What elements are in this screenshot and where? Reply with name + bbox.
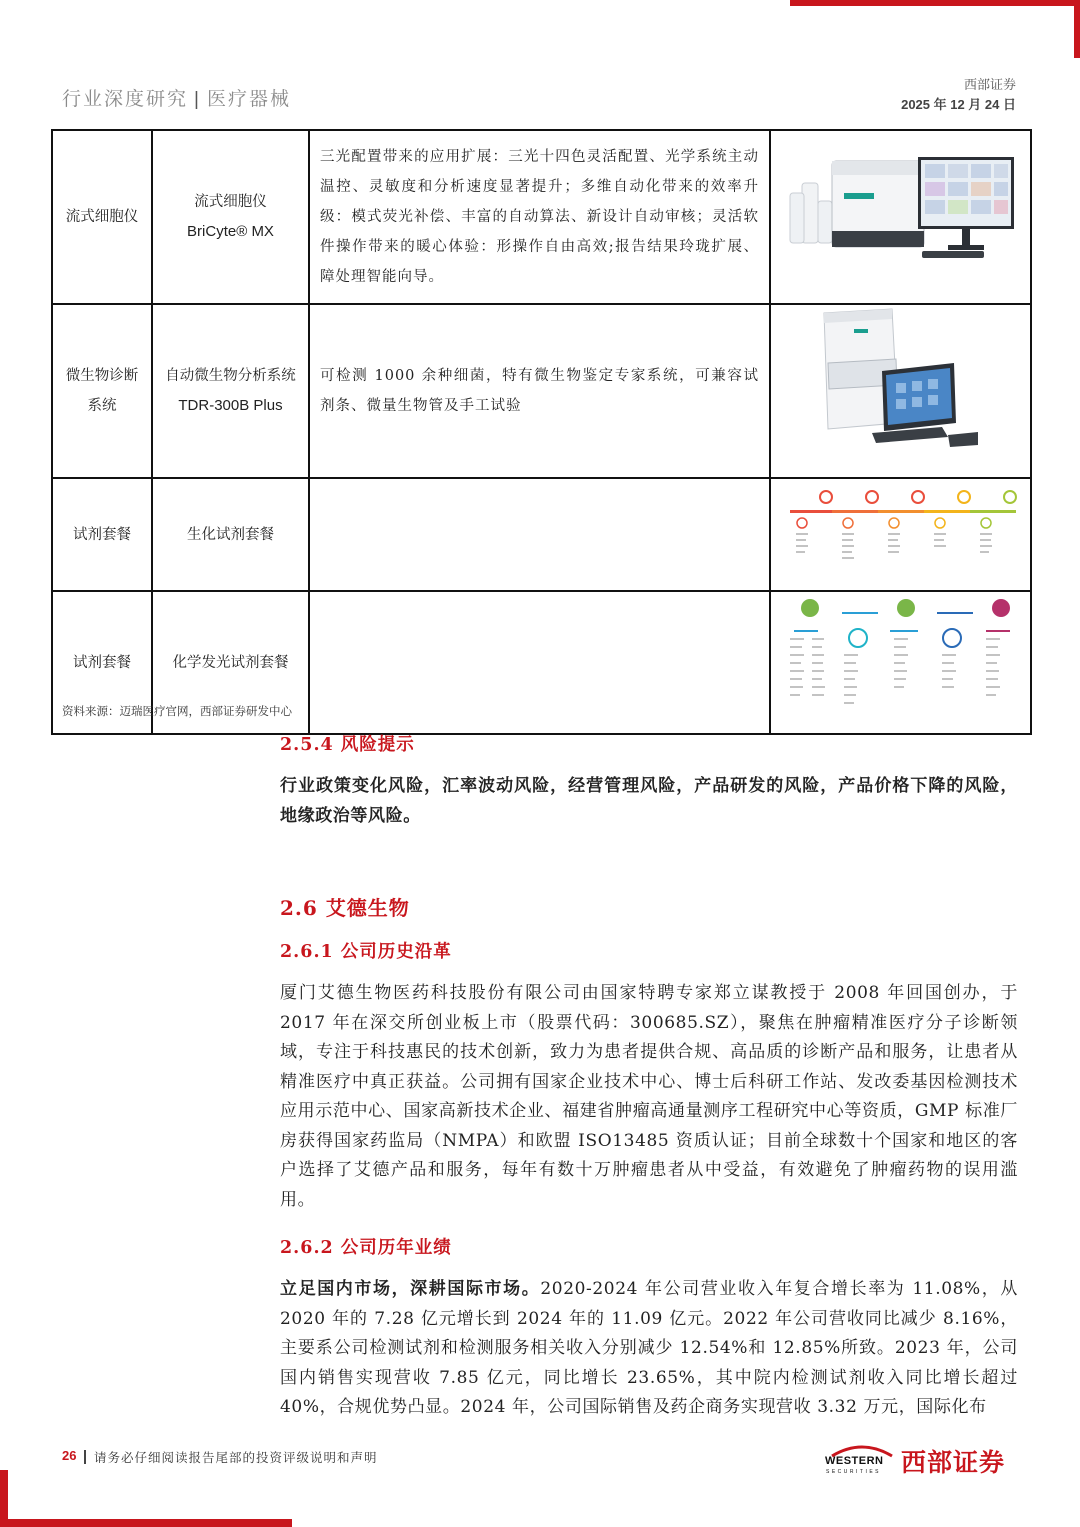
western-securities-logo (822, 1442, 1022, 1478)
flow-cytometer-image (770, 130, 1031, 304)
footer-disclaimer: 请务必仔细阅读报告尾部的投资评级说明和声明 (94, 1450, 378, 1465)
header-separator: | (194, 89, 201, 110)
product-name: 流式细胞仪 (194, 194, 267, 210)
page-number: 26 (62, 1448, 77, 1463)
report-header (62, 84, 291, 111)
product-name: 生化试剂套餐 (187, 526, 274, 543)
corner-decoration-top (790, 0, 1080, 6)
corner-decoration-bottom (0, 1519, 292, 1527)
product-cell (152, 130, 309, 304)
logo-english: WESTERN (825, 1455, 884, 1467)
performance-heading: 2.6.2 公司历年业绩 (280, 1238, 452, 1258)
report-category: 行业深度研究 (62, 88, 189, 110)
description-cell: 可检测 1000 余种细菌，特有微生物鉴定专家系统，可兼容试剂条、微量生物管及手工试验 (309, 304, 770, 478)
report-date: 2025 年 12 月 24 日 (901, 97, 1016, 112)
history-heading: 2.6.1 公司历史沿革 (280, 942, 452, 962)
risk-text: 行业政策变化风险，汇率波动风险，经营管理风险，产品研发的风险，产品价格下降的风险，地缘政治等风险。 (280, 776, 1018, 826)
history-text: 厦门艾德生物医药科技股份有限公司由国家特聘专家郑立谋教授于 2008 年回国创办，于 2017 年在深交所创业板上市（股票代码：300685.SZ），聚焦在肿瘤精准医疗分子诊断领域，专注于科技惠民的技术创新，致力为患者提供合规、高品质的诊断产品和服务，让患者从精准医疗中真正获益。公司拥有国家企业技术中心、博士后科研工作站、发改委基因检测技术应用示范中心、国家高新技术企业、福建省肿瘤高通量测序工程研究中心等资质，GMP 标准厂房获得国家药监局（NMPA）和欧盟 ISO13485 资质认证；目前全球数十个国家和地区的客户选择了艾德产品和服务，每年有数十万肿瘤患者从中受益，有效避免了肿瘤药物的误用滥用。 (280, 983, 1018, 1210)
category-cell: 微生物诊断系统 (52, 304, 152, 478)
corner-decoration-left (0, 1470, 8, 1527)
performance-lead: 立足国内市场，深耕国际市场。 (280, 1279, 541, 1299)
biochemical-reagent-chart (770, 478, 1031, 591)
flow-cytometer-illustration (772, 131, 1029, 292)
category-cell: 流式细胞仪 (52, 130, 152, 304)
risk-heading: 2.5.4 风险提示 (280, 735, 415, 755)
table-row (52, 130, 1031, 304)
product-name: 化学发光试剂套餐 (172, 654, 289, 671)
logo-chinese: 西部证券 (901, 1448, 1006, 1477)
product-cell (152, 478, 309, 591)
product-table (51, 129, 1032, 735)
chemiluminescence-reagent-chart (770, 591, 1031, 734)
company-heading: 2.6 艾德生物 (280, 896, 410, 920)
biochemical-reagent-illustration (772, 479, 1029, 579)
product-model: BriCyte® MX (187, 223, 274, 240)
product-model: TDR-300B Plus (178, 397, 283, 414)
header-firm-name: 西部证券 (963, 78, 1016, 93)
table-row (52, 304, 1031, 478)
product-cell (152, 304, 309, 478)
table-row (52, 478, 1031, 591)
microbial-analyzer-image (770, 304, 1031, 478)
logo-english-sub: SECURITIES (826, 1469, 882, 1475)
corner-decoration-right (1074, 0, 1080, 58)
product-name: 自动微生物分析系统 (165, 368, 296, 384)
description-cell (309, 591, 770, 734)
table-source-note: 资料来源：迈瑞医疗官网，西部证券研发中心 (62, 704, 292, 718)
footer-separator (84, 1450, 86, 1464)
description-cell: 三光配置带来的应用扩展：三光十四色灵活配置、光学系统主动温控、灵敏度和分析速度显著提升；多维自动化带来的效率升级：模式荧光补偿、丰富的自动算法、新设计自动审核；灵活软件操作带来的暖心体验：形操作自由高效;报告结果玲珑扩展、障处理智能向导。 (309, 130, 770, 304)
category-cell: 试剂套餐 (52, 591, 152, 734)
performance-text: 2020-2024 年公司营业收入年复合增长率为 11.08%，从 2020 年的 7.28 亿元增长到 2024 年的 11.09 亿元。2022 年公司营收同比减少 8.16%，主要系公司检测试剂和检测服务相关收入分别减少 12.54%和 12.85%所致。2023 年，公司国内销售实现营收 7.85 亿元，同比增长 23.65%，其中院内检测试剂收入同比增长超过 40%，合规优势凸显。2024 年，公司国际销售及药企商务实现营收 3.32 万元，国际化布 (280, 1279, 1018, 1417)
microbial-analyzer-illustration (772, 305, 1029, 466)
category-cell: 试剂套餐 (52, 478, 152, 591)
performance-paragraph (280, 1275, 1018, 1423)
report-sector: 医疗器械 (206, 88, 291, 110)
description-cell (309, 478, 770, 591)
chemiluminescence-reagent-illustration (772, 592, 1029, 722)
